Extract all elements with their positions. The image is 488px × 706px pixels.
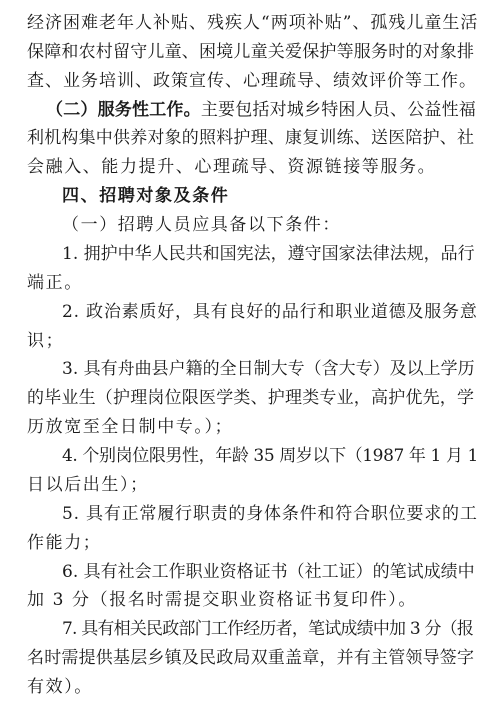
text-line: 查、业务培训、政策宣传、心理疏导、绩效评价等工作。 <box>27 70 477 91</box>
list-item-line: 有效）。 <box>27 677 93 697</box>
list-item-line: 1. 拥护中华人民共和国宪法，遵守国家法律法规，品行 <box>62 243 475 264</box>
list-item-line: 4. 个别岗位限男性，年龄 35 周岁以下（1987 年 1 月 1 <box>62 446 478 467</box>
list-item-line: 名时需提供基层乡镇及民政局双重盖章，并有主管领导签字 <box>27 648 475 669</box>
text-line: 利机构集中供养对象的照料护理、康复训练、送医陪护、社 <box>27 128 475 149</box>
list-item-line: 加 3 分（报名时需提交职业资格证书复印件）。 <box>27 590 417 611</box>
text-line: 保障和农村留守儿童、困境儿童关爱保护等服务时的对象排 <box>27 41 475 62</box>
service-work-line <box>46 99 476 121</box>
list-item-line: 2. 政治素质好，具有良好的品行和职业道德及服务意 <box>62 301 478 322</box>
list-item-line: 的毕业生（护理岗位限医学类、护理类专业，高护优先，学 <box>27 388 475 409</box>
section-heading: 四、招聘对象及条件 <box>62 186 230 207</box>
list-item-line: 识； <box>27 330 65 351</box>
section-subheading: （二）服务性工作。 <box>46 99 201 120</box>
list-item-line: 6. 具有社会工作职业资格证书（社工证）的笔试成绩中 <box>62 561 475 582</box>
text-line: 经济困难老年人补贴、残疾人“两项补贴”、孤残儿童生活 <box>27 13 479 33</box>
text-line: 会融入、能力提升、心理疏导、资源链接等服务。 <box>27 157 437 178</box>
list-item-line: 7. 具有相关民政部门工作经历者，笔试成绩中加 3 分（报 <box>62 619 474 640</box>
text-line: （一）招聘人员应具备以下条件： <box>62 215 341 236</box>
list-item-line: 3. 具有舟曲县户籍的全日制大专（含大专）及以上学历 <box>62 359 475 380</box>
list-item-line: 历放宽至全日制中专。）； <box>27 417 234 438</box>
list-item-line: 5. 具有正常履行职责的身体条件和符合职位要求的工 <box>62 503 478 524</box>
list-item-line: 作能力； <box>27 532 102 553</box>
text-segment: 主要包括对城乡特困人员、公益性福 <box>200 99 477 120</box>
list-item-line: 端正。 <box>27 272 83 293</box>
list-item-line: 日以后出生）； <box>27 474 149 495</box>
